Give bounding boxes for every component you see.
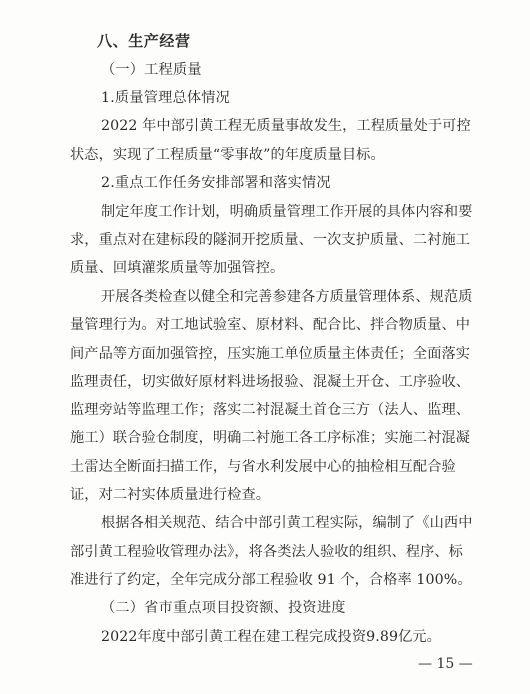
- paragraph-line: 部引黄工程验收管理办法》，将各类法人验收的组织、程序、标: [70, 544, 463, 560]
- paragraph-line: 监理责任，切实做好原材料进场报验、混凝土开仓、工序验收、: [70, 374, 471, 390]
- page-number: — 15 —: [418, 656, 473, 672]
- paragraph-line: 2022年度中部引黄工程在建工程完成投资9.89亿元。: [101, 629, 441, 645]
- paragraph-line: 2022 年中部引黄工程无质量事故发生，工程质量处于可控: [101, 118, 471, 134]
- paragraph-line: 根据各相关规范、结合中部引黄工程实际，编制了《山西中: [101, 515, 473, 531]
- paragraph-line: 施工）联合验仓制度，明确二衬施工各工序标准；实施二衬混凝: [70, 430, 471, 446]
- paragraph-line: 准进行了约定，全年完成分部工程验收 91 个，合格率 100%。: [70, 572, 472, 588]
- item-1-title: 1.质量管理总体情况: [101, 90, 231, 106]
- paragraph-line: 间产品等方面加强管控，压实施工单位质量主体责任；全面落实: [70, 346, 471, 362]
- section-heading: 八、生产经营: [97, 32, 191, 50]
- paragraph-line: 求，重点对在建标段的隧洞开挖质量、一次支护质量、二衬施工: [70, 232, 471, 248]
- subsection-heading-1: （一）工程质量: [101, 62, 202, 78]
- paragraph-line: 开展各类检查以健全和完善参建各方质量管理体系、规范质: [101, 289, 473, 305]
- paragraph-line: 土雷达全断面扫描工作，与省水利发展中心的抽检相互配合验: [70, 459, 456, 475]
- paragraph-line: 制定年度工作计划，明确质量管理工作开展的具体内容和要: [101, 204, 473, 220]
- paragraph-line: 监理旁站等监理工作；落实二衬混凝土首仓三方（法人、监理、: [70, 402, 471, 418]
- paragraph-line: 状态，实现了工程质量“零事故”的年度质量目标。: [70, 147, 385, 163]
- paragraph-line: 量管理行为。对工地试验室、原材料、配合比、拌合物质量、中: [70, 317, 471, 333]
- subsection-heading-2: （二）省市重点项目投资额、投资进度: [101, 600, 346, 616]
- paragraph-line: 证，对二衬实体质量进行检查。: [70, 487, 271, 503]
- paragraph-line: 质量、回填灌浆质量等加强管控。: [70, 260, 285, 276]
- item-2-title: 2.重点工作任务安排部署和落实情况: [101, 175, 331, 191]
